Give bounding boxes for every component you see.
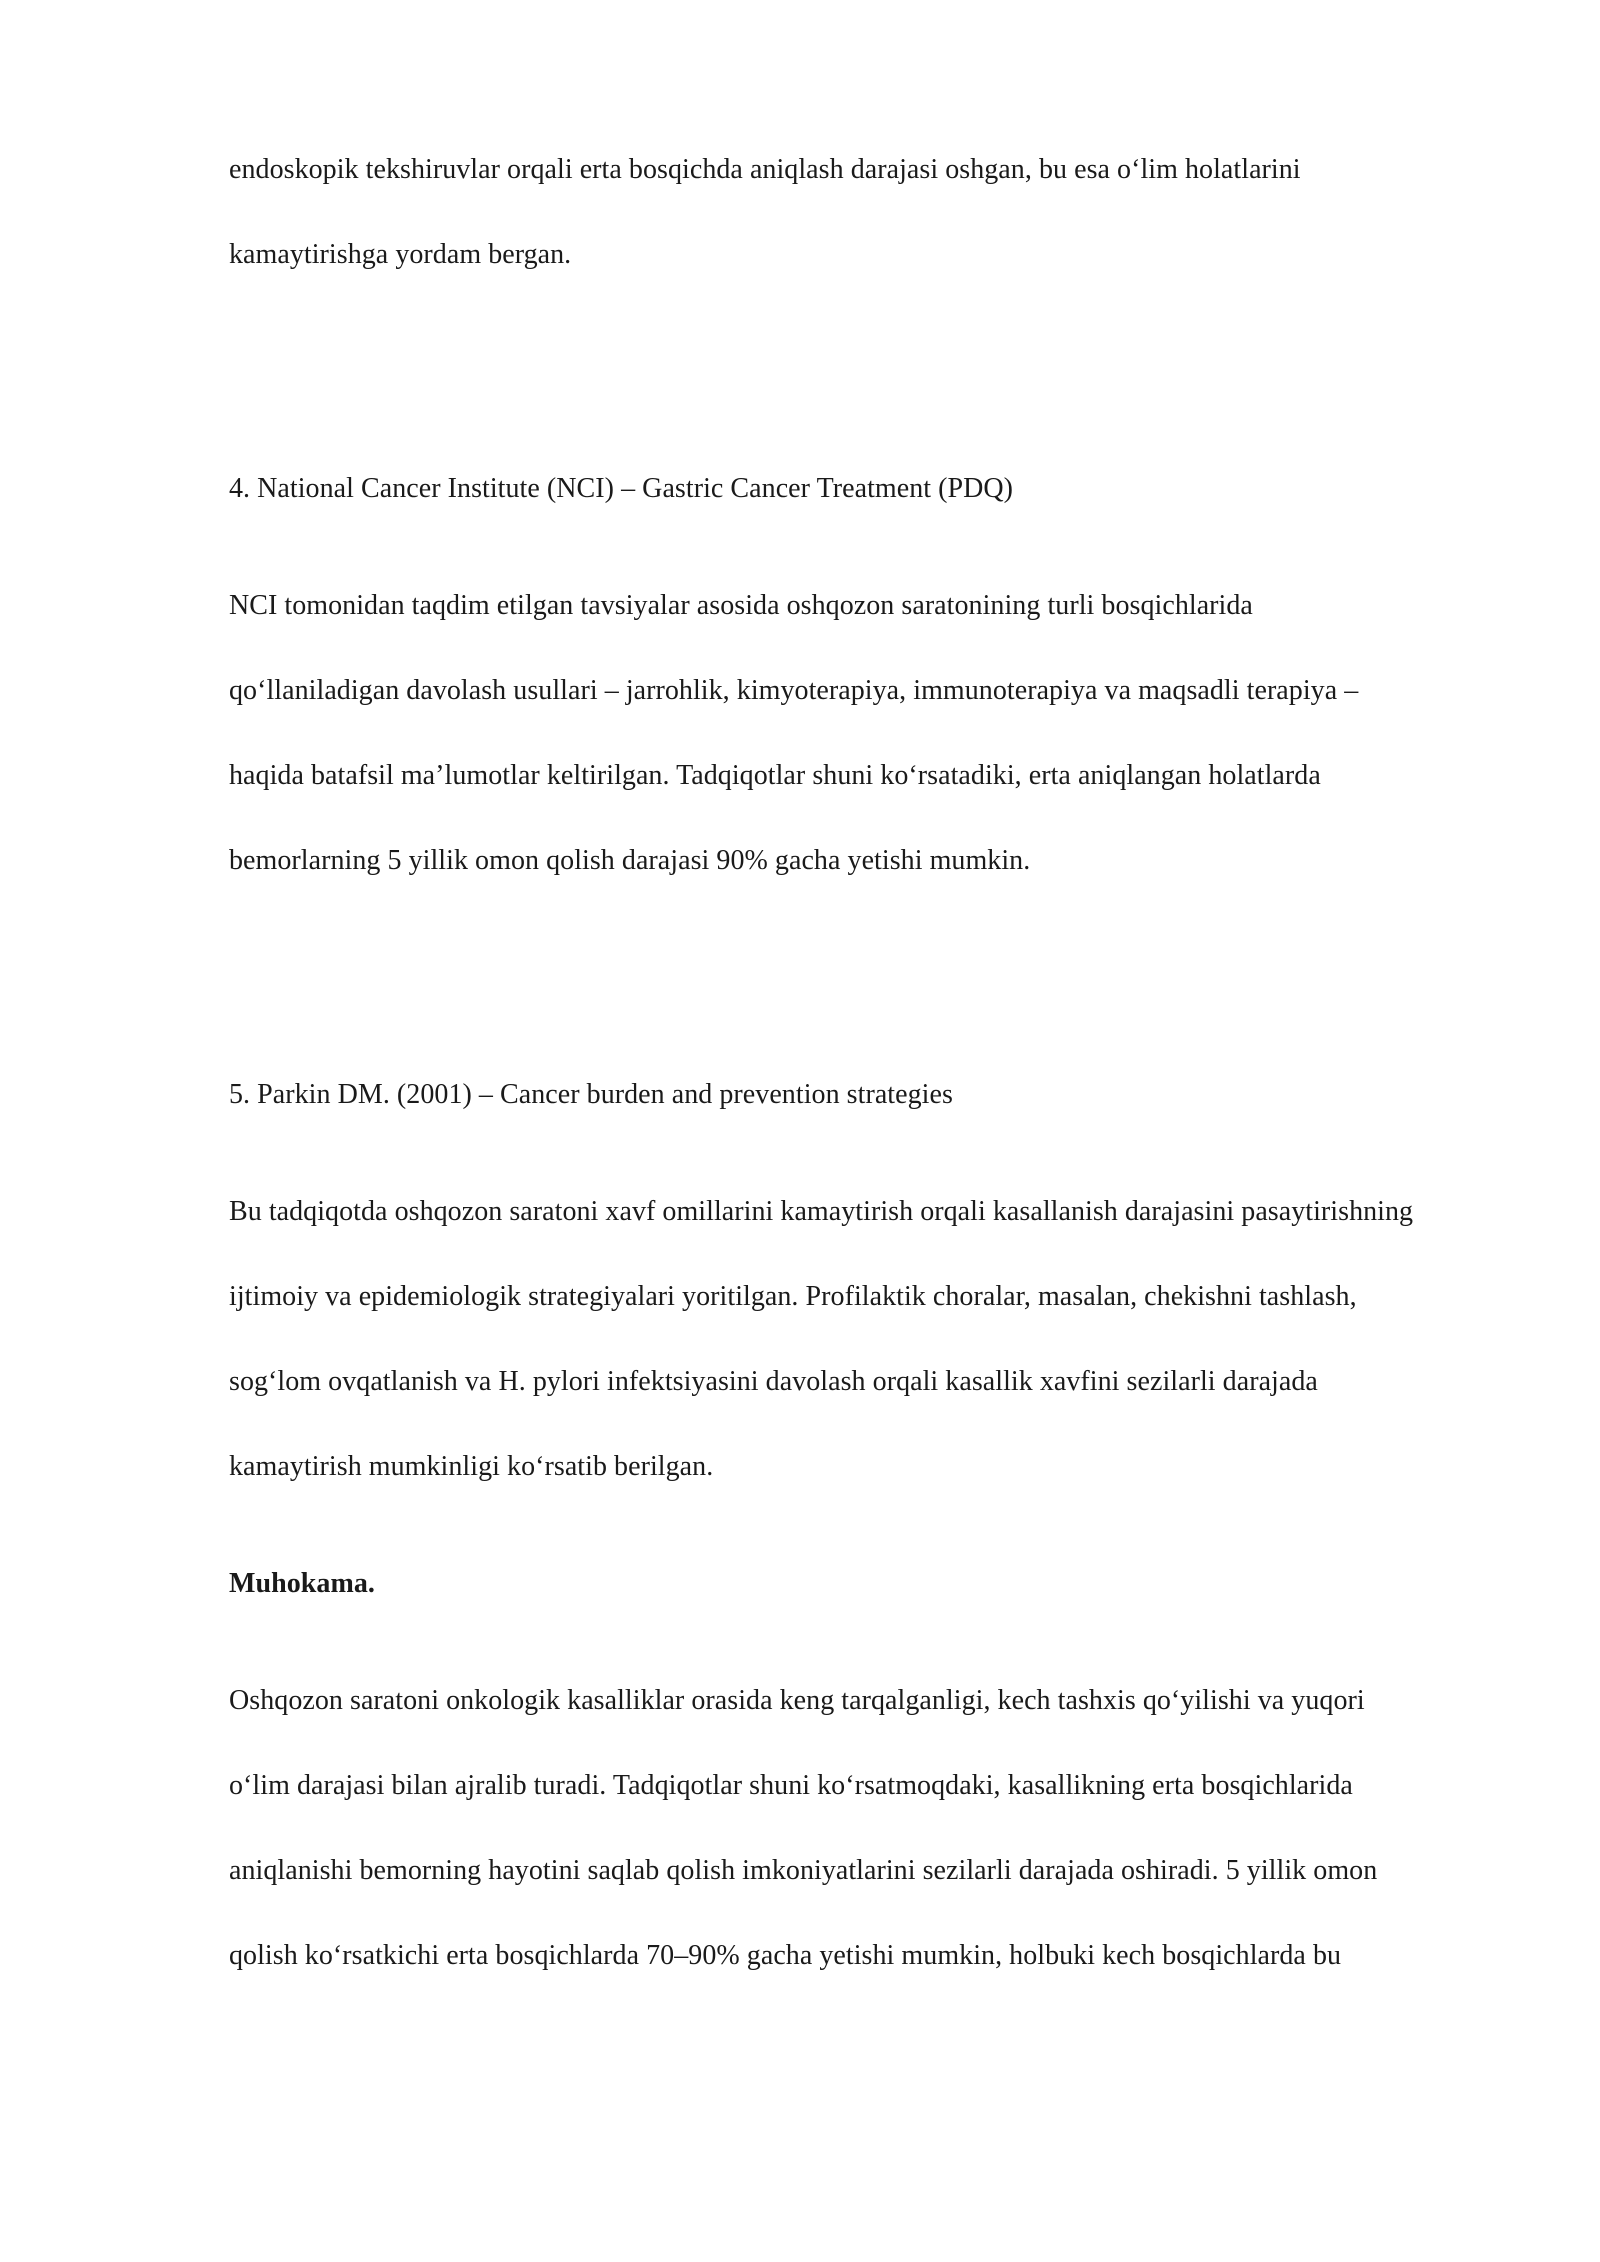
discussion-line-2: o‘lim darajasi bilan ajralib turadi. Tadqiqotlar shuni ko‘rsatmoqdaki, kasallikning erta bosqichlarida xyxy=(229,1770,1353,1801)
section-4-line-2: qo‘llaniladigan davolash usullari – jarrohlik, kimyoterapiya, immunoterapiya va maqsadli terapiya – xyxy=(229,675,1359,706)
section-5-line-3: sog‘lom ovqatlanish va H. pylori infektsiyasini davolash orqali kasallik xavfini sezilarli darajada xyxy=(229,1366,1318,1397)
discussion-line-4: qolish ko‘rsatkichi erta bosqichlarda 70–90% gacha yetishi mumkin, holbuki kech bosqichlarda bu xyxy=(229,1940,1342,1971)
section-4-line-1: NCI tomonidan taqdim etilgan tavsiyalar asosida oshqozon saratonining turli bosqichlarida xyxy=(229,590,1253,621)
intro-line-2: kamaytirishga yordam bergan. xyxy=(229,239,572,270)
intro-line-1: endoskopik tekshiruvlar orqali erta bosqichda aniqlash darajasi oshgan, bu esa o‘lim holatlarini xyxy=(229,154,1301,185)
section-5-line-1: Bu tadqiqotda oshqozon saratoni xavf omillarini kamaytirish orqali kasallanish darajasini pasaytirishning xyxy=(229,1196,1414,1227)
section-4-line-3: haqida batafsil ma’lumotlar keltirilgan. Tadqiqotlar shuni ko‘rsatadiki, erta aniqlangan holatlarda xyxy=(229,760,1321,791)
discussion-line-1: Oshqozon saratoni onkologik kasalliklar orasida keng tarqalganligi, kech tashxis qo‘yilishi va yuqori xyxy=(229,1685,1365,1716)
section-4-line-4: bemorlarning 5 yillik omon qolish darajasi 90% gacha yetishi mumkin. xyxy=(229,845,1031,876)
section-5-line-2: ijtimoiy va epidemiologik strategiyalari yoritilgan. Profilaktik choralar, masalan, chekishni tashlash, xyxy=(229,1281,1357,1312)
discussion-heading: Muhokama. xyxy=(229,1568,375,1599)
discussion-line-3: aniqlanishi bemorning hayotini saqlab qolish imkoniyatlarini sezilarli darajada oshiradi. 5 yillik omon xyxy=(229,1855,1378,1886)
section-4-heading: 4. National Cancer Institute (NCI) – Gastric Cancer Treatment (PDQ) xyxy=(229,473,1014,504)
section-5-line-4: kamaytirish mumkinligi ko‘rsatib berilgan. xyxy=(229,1451,714,1482)
section-5-heading: 5. Parkin DM. (2001) – Cancer burden and prevention strategies xyxy=(229,1079,953,1110)
